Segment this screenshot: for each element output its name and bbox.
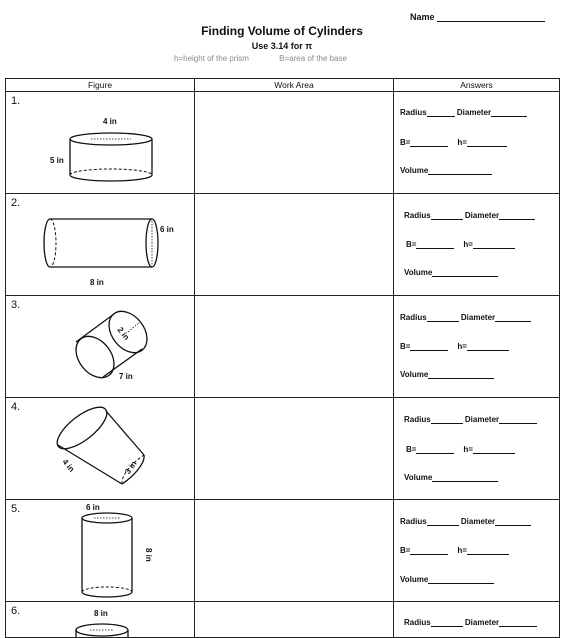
answer-cell [394,194,560,296]
figure-label: 8 in [90,278,104,287]
volume-line[interactable]: Volume [404,473,498,482]
figure-label: 4 in [103,117,117,126]
volume-line[interactable]: Volume [404,268,498,277]
figure-label: 3 in [123,459,139,476]
figure-cell [6,92,195,194]
work-area[interactable] [195,194,394,296]
problem-number: 5. [11,503,21,515]
figure-cell [6,296,195,398]
radius-diameter-line[interactable]: Radius Diameter [404,618,537,627]
worksheet-table [5,78,560,638]
legend-base: B=area of the base [279,54,347,63]
problem-row [6,500,560,602]
problem-row [6,92,560,194]
legend-height: h=height of the prism [174,54,249,63]
figure-cell [6,398,195,500]
volume-line[interactable]: Volume [400,166,492,175]
problem-number: 3. [11,299,21,311]
legend [174,54,375,63]
problem-number: 2. [11,197,21,209]
figure-label: 6 in [86,503,100,512]
figure-header: Figure [6,79,195,92]
base-height-line[interactable]: B= h= [400,546,509,555]
cylinder-figure [6,194,195,295]
cylinder-figure [6,500,195,601]
cylinder-figure [6,602,195,637]
answer-cell [394,92,560,194]
problem-row [6,296,560,398]
problem-number: 1. [11,95,21,107]
figure-cell [6,500,195,602]
page-subtitle: Use 3.14 for π [251,41,313,51]
work-area[interactable] [195,500,394,602]
figure-label: 6 in [160,225,174,234]
name-field[interactable] [410,12,545,22]
work-area[interactable] [195,296,394,398]
figure-label: 8 in [144,548,153,562]
figure-label: 4 in [60,457,77,474]
work-area[interactable] [195,398,394,500]
name-label: Name [410,12,435,22]
answer-cell [394,398,560,500]
work-area[interactable] [195,92,394,194]
problem-row [6,602,560,638]
cylinder-figure [6,398,195,499]
figure-label: 7 in [119,372,133,381]
answer-cell [394,296,560,398]
base-height-line[interactable]: B= h= [400,342,509,351]
problem-row [6,194,560,296]
base-height-line[interactable]: B= h= [406,240,515,249]
answer-cell [394,602,560,638]
figure-label: 5 in [50,156,64,165]
figure-cell [6,602,195,638]
problem-number: 4. [11,401,21,413]
work-area-header: Work Area [195,79,394,92]
radius-diameter-line[interactable]: Radius Diameter [404,415,537,424]
cylinder-figure [6,92,195,193]
figure-label: 2 in [115,325,132,342]
cylinder-figure [6,296,195,397]
work-area[interactable] [195,602,394,638]
radius-diameter-line[interactable]: Radius Diameter [400,108,527,117]
problem-number: 6. [11,605,21,617]
answers-header: Answers [394,79,560,92]
base-height-line[interactable]: B= h= [400,138,507,147]
radius-diameter-line[interactable]: Radius Diameter [400,517,531,526]
problem-row [6,398,560,500]
figure-cell [6,194,195,296]
volume-line[interactable]: Volume [400,370,494,379]
figure-label: 8 in [94,609,108,618]
radius-diameter-line[interactable]: Radius Diameter [400,313,531,322]
answer-cell [394,500,560,602]
name-blank[interactable] [437,12,545,22]
radius-diameter-line[interactable]: Radius Diameter [404,211,535,220]
volume-line[interactable]: Volume [400,575,494,584]
page-title: Finding Volume of Cylinders [201,24,363,38]
base-height-line[interactable]: B= h= [406,445,515,454]
